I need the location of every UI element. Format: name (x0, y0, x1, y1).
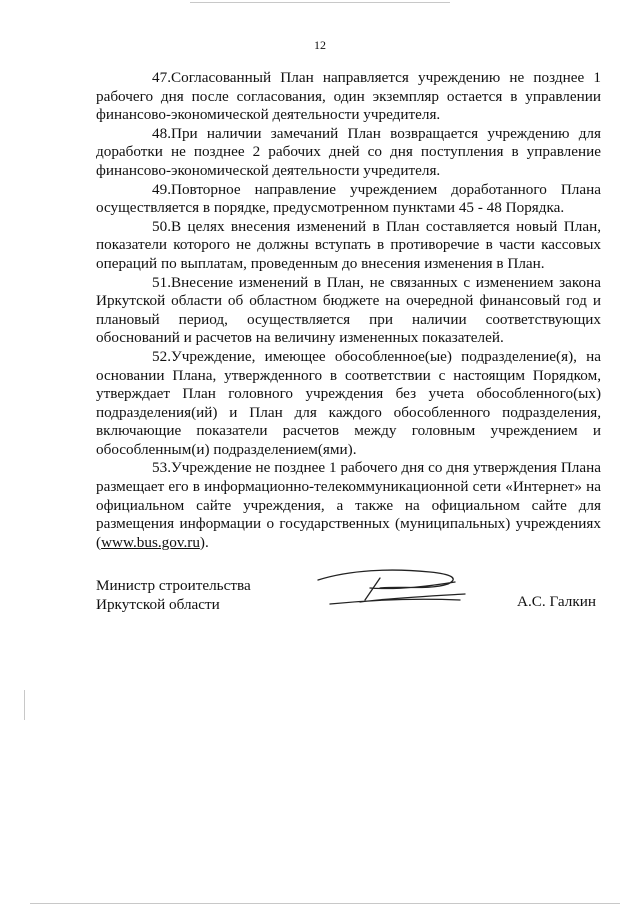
paragraph-number: 49. (152, 180, 171, 198)
paragraph-text: Повторное направление учреждением доработанного Плана осуществляется в порядке, предусмотренном пунктами 45 - 48 Порядка. (96, 180, 601, 217)
document-body (96, 69, 601, 552)
scan-artifact-top (190, 2, 450, 3)
page-number: 12 (314, 38, 326, 52)
paragraph-49 (96, 181, 601, 218)
paragraph-text: Учреждение, имеющее обособленное(ые) подразделение(я), на основании Плана, утвержденного в соответствии с настоящим Порядком, утверждает План головного учреждения без учета обособленного(ых) подразделения(ий) и План для каждого обособленного подразделения, включающие показатели расчетов между головным учреждением и обособленным(и) подразделением(ями). (96, 347, 601, 458)
paragraph-47 (96, 69, 601, 125)
paragraph-53: 53.Учреждение не позднее 1 рабочего дня со дня утверждения Плана размещает его в информационно-телекоммуникационной сети «Интернет» на официальном сайте учреждения, а также на официальном сайте для размещения информации о государственных (муниципальных) учреждениях (www.bus.gov.ru). (96, 459, 601, 551)
bus-gov-link[interactable]: www.bus.gov.ru (101, 533, 200, 551)
paragraph-number: 50. (152, 217, 171, 235)
signer-position-line-1: Министр строительства (96, 577, 251, 594)
paragraph-51 (96, 274, 601, 348)
paragraph-number: 51. (152, 273, 171, 291)
paragraph-text: В целях внесения изменений в План составляется новый План, показатели которого не должны вступать в противоречие в части кассовых операций по выплатам, проведенным до внесения изменения в План. (96, 217, 601, 272)
paragraph-52 (96, 348, 601, 460)
signer-position (96, 576, 251, 614)
scan-artifact-bottom (30, 903, 620, 904)
signer-name: А.С. Галкин (517, 593, 596, 610)
paragraph-number: 52. (152, 347, 171, 365)
paragraph-number: 53. (152, 459, 171, 477)
handwritten-signature (310, 560, 470, 615)
paragraph-text: Учреждение не позднее 1 рабочего дня со дня утверждения Плана размещает его в информационно-телекоммуникационной сети «Интернет» на официальном сайте учреждения, а также на официальном сайте для размещения информации о государственных (муниципальных) учреждениях (96, 459, 601, 533)
signer-position-line-2: Иркутской области (96, 596, 220, 613)
paragraph-text: При наличии замечаний План возвращается учреждению для доработки не позднее 2 рабочих дней со дня поступления в управление финансово-экономической деятельности учредителя. (96, 124, 601, 179)
paragraph-48 (96, 125, 601, 181)
paragraph-50 (96, 218, 601, 274)
paragraph-text: Внесение изменений в План, не связанных с изменением закона Иркутской области об областном бюджете на очередной финансовый год и плановый период, осуществляется при наличии соответствующих обоснований и расчетов на величину измененных показателей. (96, 273, 601, 347)
paragraph-text: Согласованный План направляется учреждению не позднее 1 рабочего дня после согласования, один экземпляр остается в управлении финансово-экономической деятельности учредителя. (96, 69, 601, 124)
paragraph-number: 47. (152, 69, 171, 86)
scan-artifact-left (24, 690, 25, 720)
paragraph-number: 48. (152, 124, 171, 142)
